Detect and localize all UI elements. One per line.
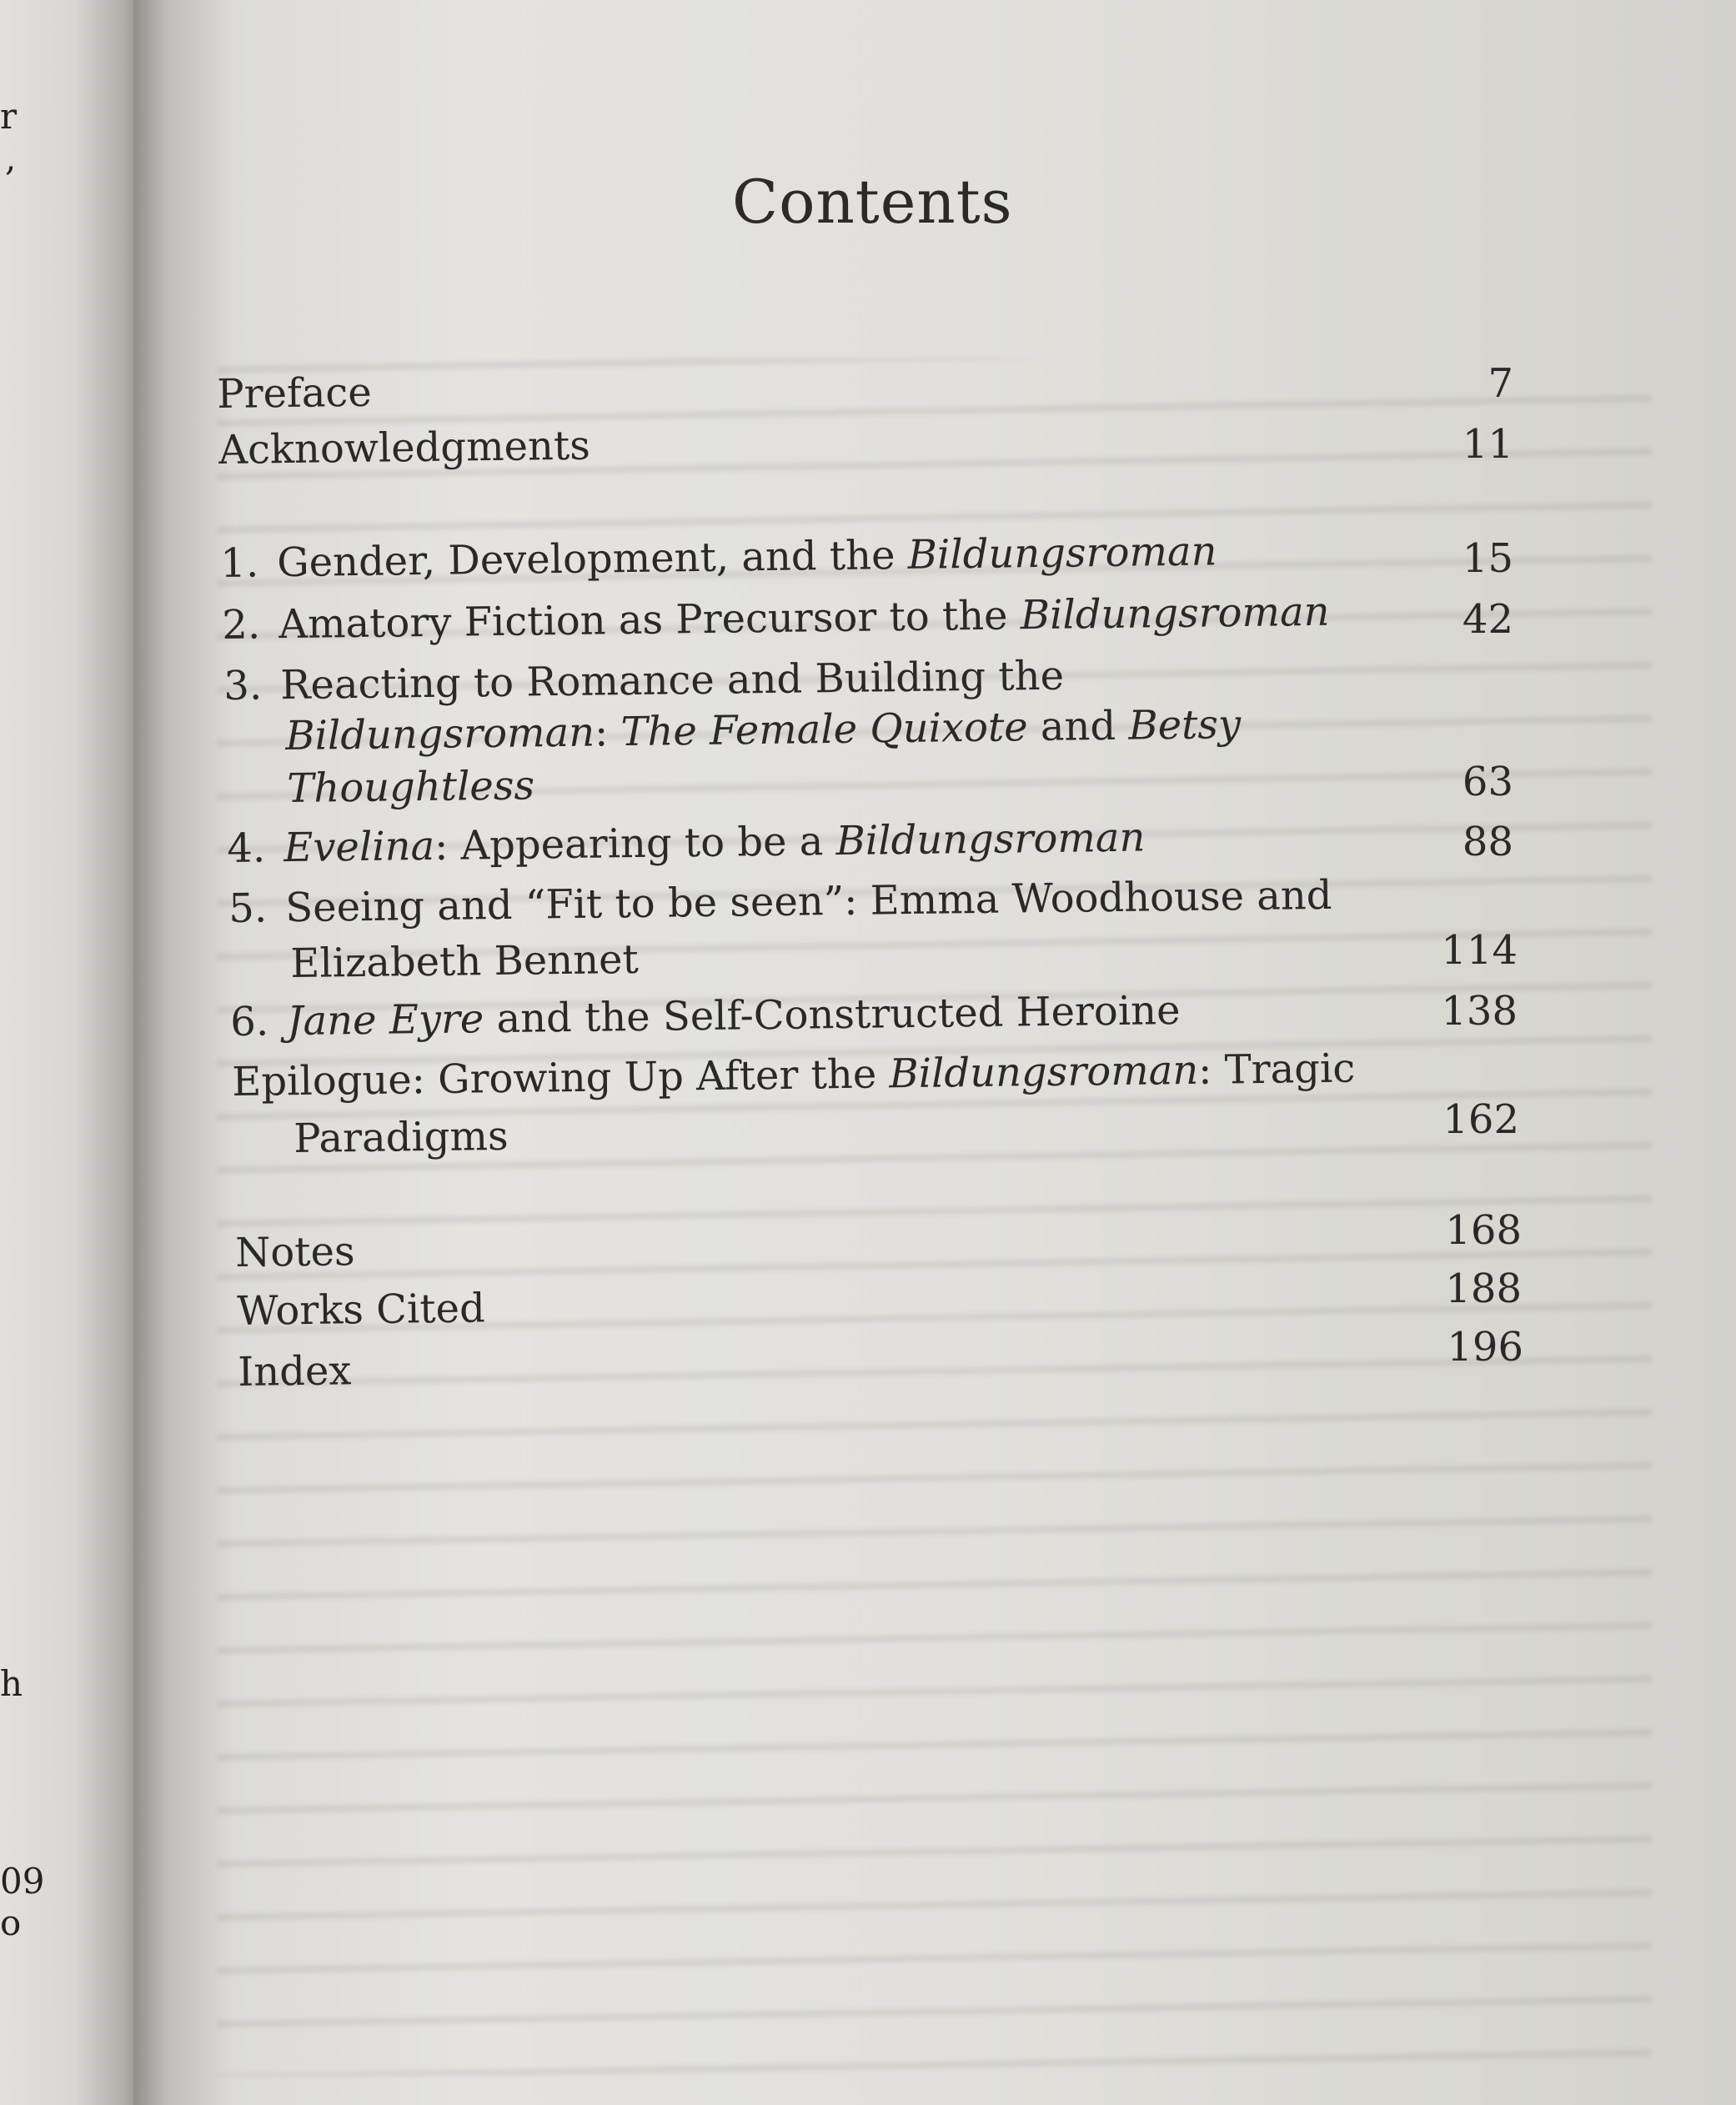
entry-title-text: Epilogue: Growing Up After the [232, 1050, 890, 1105]
page-title: Contents [732, 167, 1013, 237]
chapter-number: 2. [222, 601, 261, 649]
toc-entry-chapter-5-line-1 [228, 872, 1332, 932]
entry-title-italic: Bildungsroman [907, 528, 1217, 579]
entry-label: Preface [217, 368, 372, 418]
left-page-fragment: h [0, 1663, 23, 1704]
entry-title-text: Elizabeth Bennet [290, 935, 640, 987]
page-number: 138 [1441, 988, 1518, 1035]
entry-title-italic: Jane Eyre [286, 995, 484, 1045]
page-number: 168 [1445, 1207, 1522, 1254]
toc-entry-chapter-6 [230, 987, 1181, 1045]
page-number: 114 [1441, 927, 1518, 974]
entry-title-text: : Appearing to be a [434, 818, 836, 870]
toc-entry-chapter-5-line-2 [290, 936, 639, 987]
chapter-number: 6. [230, 998, 269, 1045]
toc-entry-chapter-3-line-1 [223, 653, 1064, 709]
toc-entry-notes [235, 1228, 355, 1276]
left-page-fragment: r [0, 96, 18, 137]
toc-entry-chapter-4 [227, 814, 1146, 872]
toc-entry-chapter-2 [222, 589, 1330, 649]
toc-entry-acknowledgments [218, 423, 590, 474]
page-number: 42 [1462, 596, 1513, 643]
left-page-fragment: 09 [0, 1861, 45, 1902]
entry-label: Acknowledgments [218, 422, 591, 474]
page-number: 162 [1442, 1096, 1519, 1143]
left-page-fragment: o [0, 1902, 22, 1943]
entry-title-text: Seeing and “Fit to be seen”: Emma Woodhouse and [284, 871, 1332, 932]
entry-title-text: Paradigms [294, 1112, 509, 1162]
toc-entry-chapter-3-line-3 [287, 762, 534, 812]
page-number: 188 [1445, 1266, 1522, 1312]
entry-title-text: and [1027, 702, 1129, 751]
entry-title-text: Gender, Development, and the [276, 531, 909, 587]
page-number: 15 [1462, 535, 1513, 582]
toc-entry-epilogue-line-1 [232, 1045, 1355, 1105]
toc-entry-chapter-1 [220, 528, 1217, 587]
chapter-number: 1. [220, 539, 259, 587]
entry-title-italic: Bildungsroman [1020, 588, 1330, 639]
left-page-fragment: , [5, 138, 17, 178]
toc-entry-chapter-3-line-2 [285, 701, 1241, 759]
toc-entry-index [238, 1347, 352, 1396]
page-number: 63 [1462, 759, 1513, 805]
entry-title-italic: Bildungsroman [889, 1046, 1199, 1098]
entry-label: Works Cited [237, 1285, 486, 1335]
toc-entry-epilogue-line-2 [294, 1113, 509, 1162]
entry-title-text: : Tragic [1197, 1045, 1356, 1094]
page-number: 196 [1447, 1324, 1523, 1371]
entry-label: Index [238, 1347, 352, 1396]
entry-title-italic: Thoughtless [287, 762, 535, 812]
entry-title-text: Reacting to Romance and Building the [279, 652, 1065, 709]
entry-title-italic: Bildungsroman [285, 709, 595, 759]
entry-title-italic: Betsy [1128, 701, 1242, 749]
entry-title-italic: Evelina [283, 822, 435, 872]
page-number: 7 [1488, 360, 1513, 407]
toc-entry-preface [217, 369, 372, 418]
entry-label: Notes [235, 1228, 355, 1276]
entry-title-text: and the Self-Constructed Heroine [483, 987, 1181, 1043]
entry-title-italic: Bildungsroman [835, 814, 1146, 865]
entry-title-italic: The Female Quixote [620, 704, 1028, 756]
page-number: 88 [1462, 819, 1513, 865]
toc-entry-works-cited [237, 1285, 485, 1335]
chapter-number: 3. [223, 662, 263, 709]
entry-title-text: : [594, 709, 621, 756]
chapter-number: 5. [228, 885, 268, 932]
page-number: 11 [1462, 421, 1513, 468]
entry-title-text: Amatory Fiction as Precursor to the [278, 592, 1021, 649]
chapter-number: 4. [227, 824, 266, 872]
